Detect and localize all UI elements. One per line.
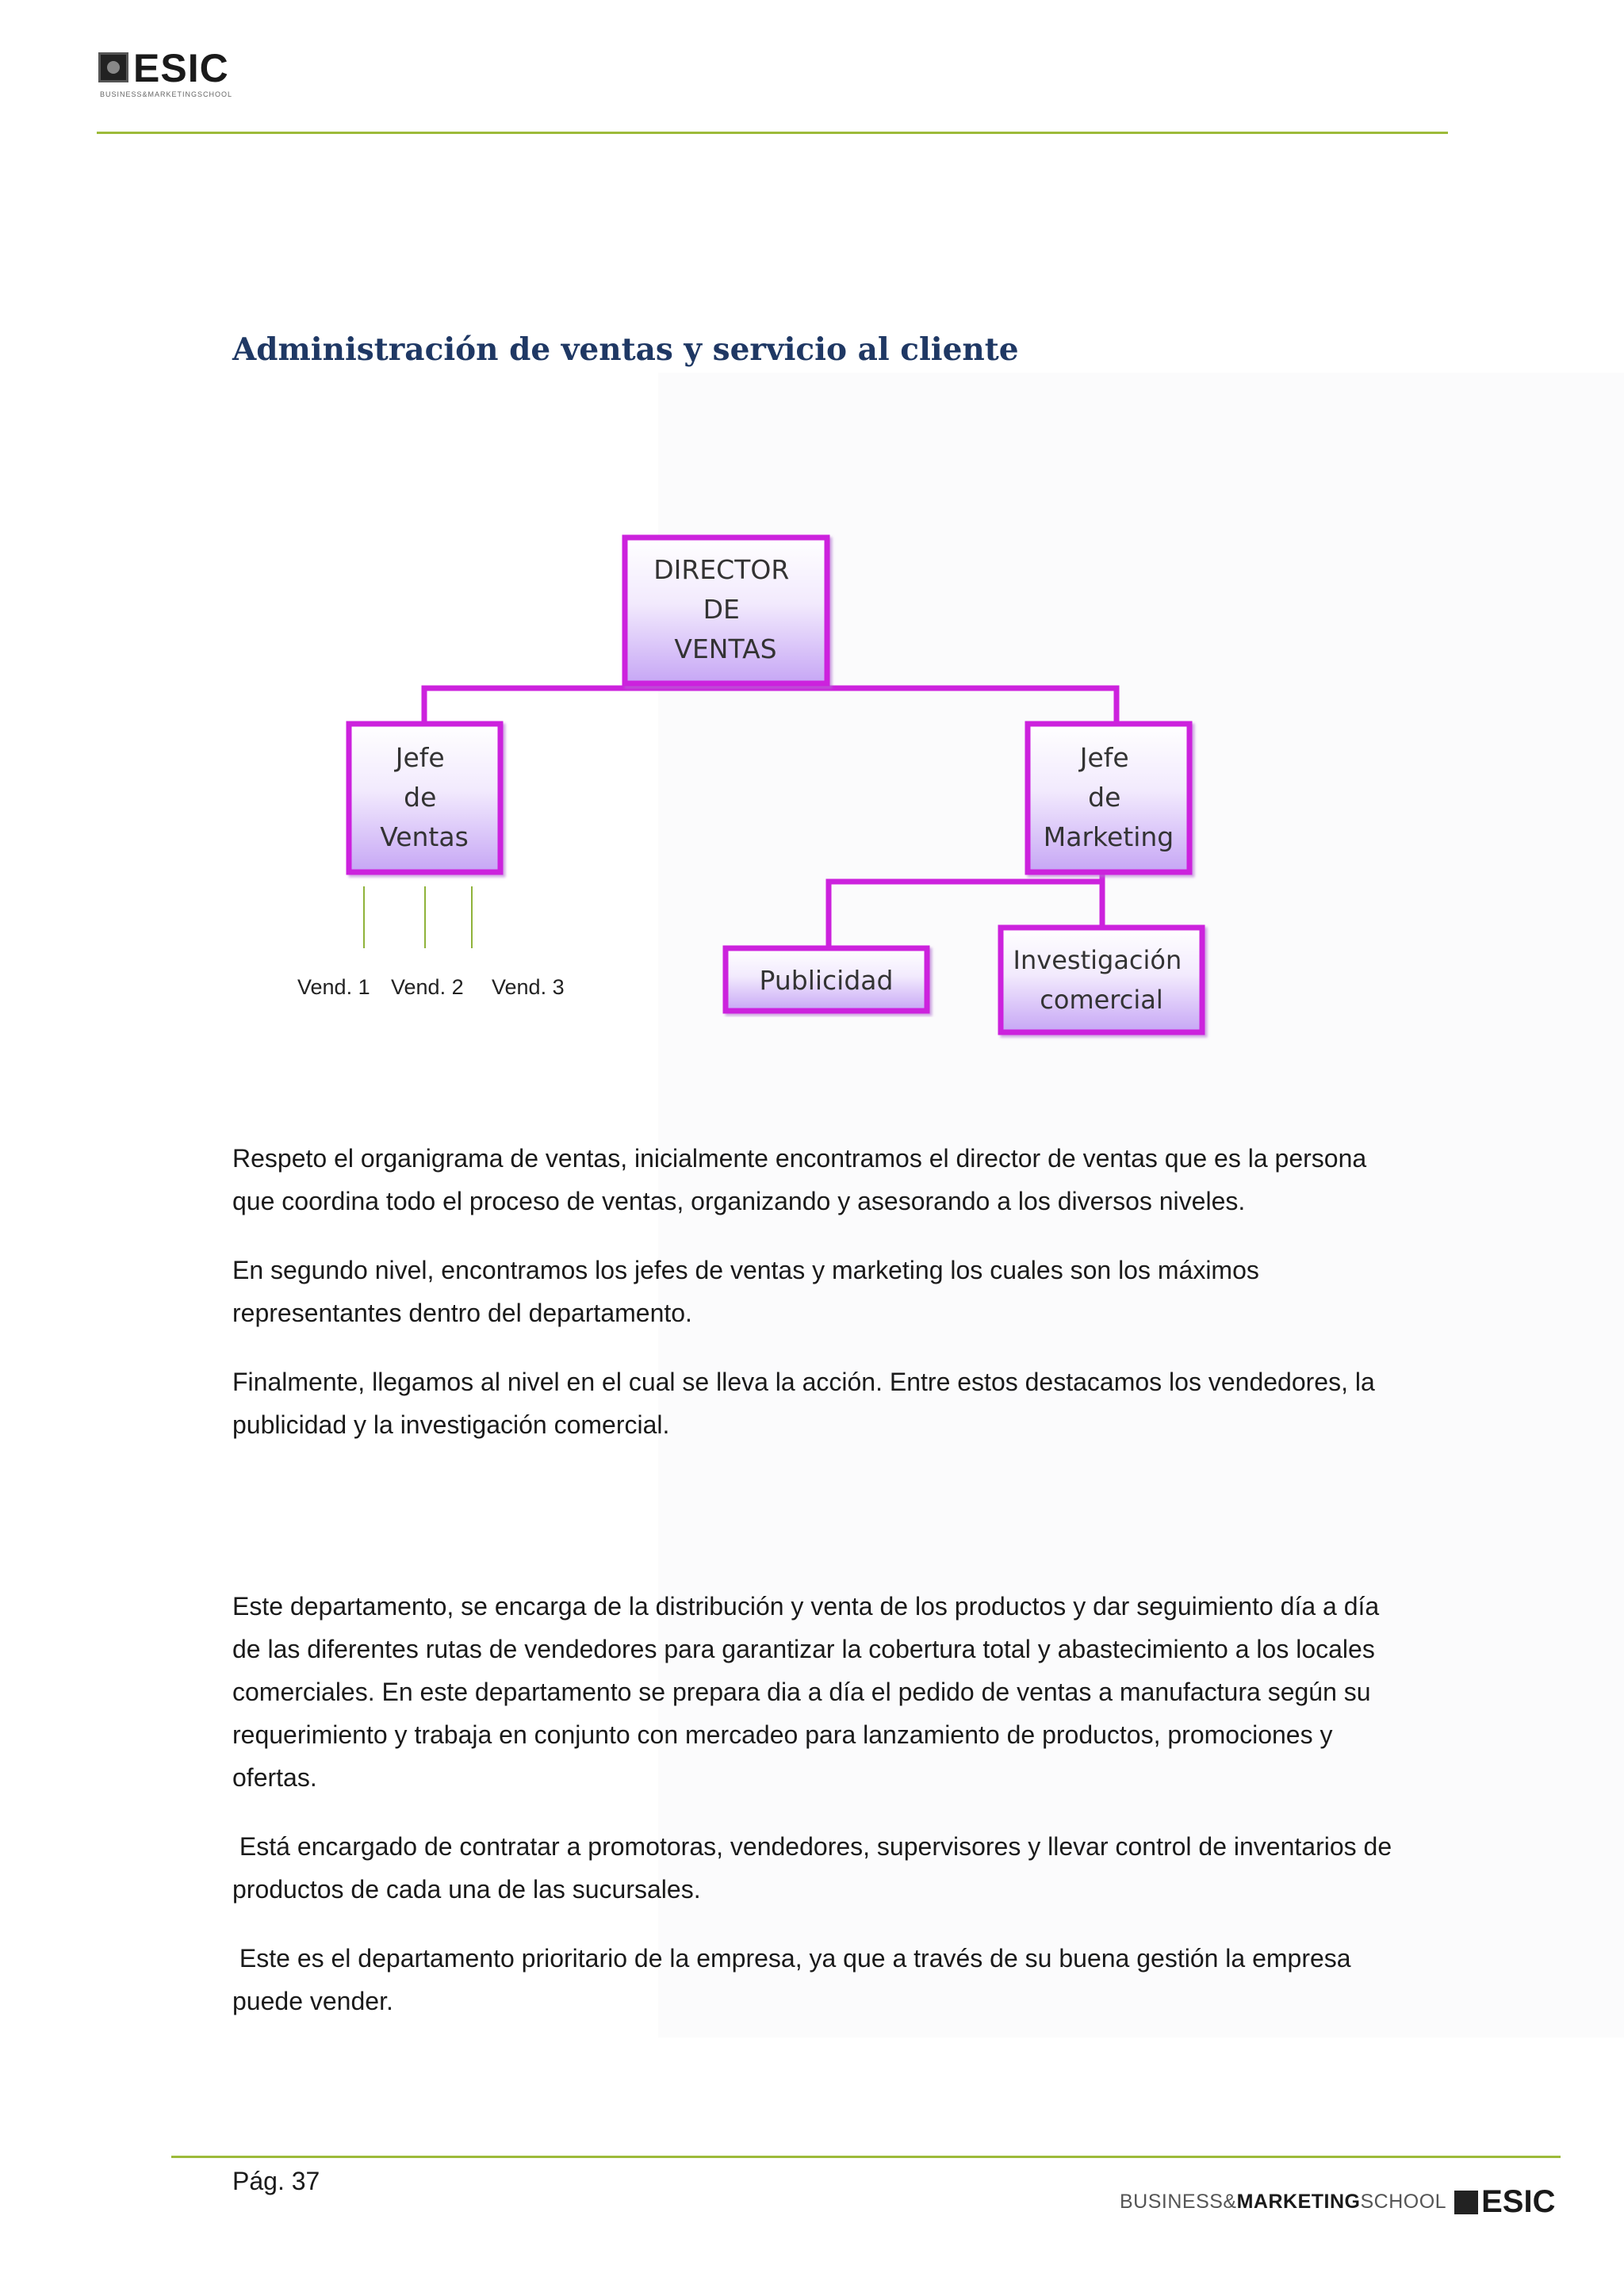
jefe-ventas-line-3: Ventas: [380, 821, 469, 852]
director-line-2: DE: [703, 594, 740, 625]
paragraph-3: Finalmente, llegamos al nivel en el cual se lleva la acción. Entre estos destacamos los vendedores, la publicidad y la investigación comercial.: [232, 1368, 1382, 1439]
page-title: Administración de ventas y servicio al cliente: [232, 331, 1019, 368]
node-publicidad: [726, 948, 927, 1011]
vendor-label-2: Vend. 2: [391, 975, 464, 999]
esic-logo-footer: [1120, 2184, 1556, 2219]
investigacion-line-2: comercial: [1040, 985, 1163, 1015]
footer-logo-word: ESIC: [1481, 2184, 1556, 2219]
jefe-marketing-line-2: de: [1088, 782, 1121, 813]
paragraph-5: Está encargado de contratar a promotoras, vendedores, supervisores y llevar control de inventarios de productos de cada una de las sucursales.: [232, 1832, 1400, 1904]
footer-logo-business: BUSINESS&MARKETINGSCHOOL: [1120, 2191, 1447, 2213]
paragraph-1: Respeto el organigrama de ventas, inicialmente encontramos el director de ventas que es la persona que coordina todo el proceso de ventas, organizando y asesorando a los diversos niveles.: [232, 1144, 1374, 1215]
vendor-lines: [364, 886, 472, 948]
paragraph-2: En segundo nivel, encontramos los jefes de ventas y marketing los cuales son los máximos representantes dentro del departamento.: [232, 1256, 1266, 1327]
vendor-label-3: Vend. 3: [492, 975, 565, 999]
text-section-1: [232, 1137, 1398, 1472]
esic-logo-header: [98, 46, 257, 105]
paragraph-6: Este es el departamento prioritario de la empresa, ya que a través de su buena gestión la empresa puede vender.: [232, 1944, 1358, 2015]
page-number: Pág. 37: [232, 2167, 320, 2195]
node-investigacion-comercial: [1001, 928, 1202, 1032]
node-jefe-ventas: [349, 724, 500, 872]
header-rule: [97, 132, 1448, 134]
footer-esic-emblem-icon: [1454, 2191, 1478, 2214]
director-line-3: VENTAS: [674, 633, 777, 664]
jefe-marketing-line-1: Jefe: [1079, 742, 1129, 773]
director-line-1: DIRECTOR: [653, 554, 790, 585]
node-director-ventas: [625, 538, 827, 683]
jefe-marketing-line-3: Marketing: [1043, 821, 1174, 852]
investigacion-line-1: Investigación: [1013, 945, 1182, 975]
logo-subtext: BUSINESS&MARKETINGSCHOOL: [100, 90, 233, 98]
logo-text: ESIC: [133, 46, 229, 90]
publicidad-label: Publicidad: [759, 965, 894, 996]
vendor-label-1: Vend. 1: [297, 975, 370, 999]
jefe-ventas-line-2: de: [404, 782, 437, 813]
jefe-ventas-line-1: Jefe: [395, 742, 445, 773]
paragraph-4: Este departamento, se encarga de la distribución y venta de los productos y dar seguimiento día a día de las diferentes rutas de vendedores para garantizar la cobertura total y abastecimiento a los locales comerciales. En este departamento se prepara dia a día el pedido de ventas a manufactura según su requerimiento y trabaja en conjunto con mercadeo para lanzamiento de productos, promociones y ofertas.: [232, 1592, 1387, 1792]
esic-emblem-icon: [98, 52, 128, 82]
footer-rule: [171, 2156, 1561, 2158]
text-section-2: [232, 1585, 1398, 2049]
node-jefe-marketing: [1028, 724, 1189, 872]
